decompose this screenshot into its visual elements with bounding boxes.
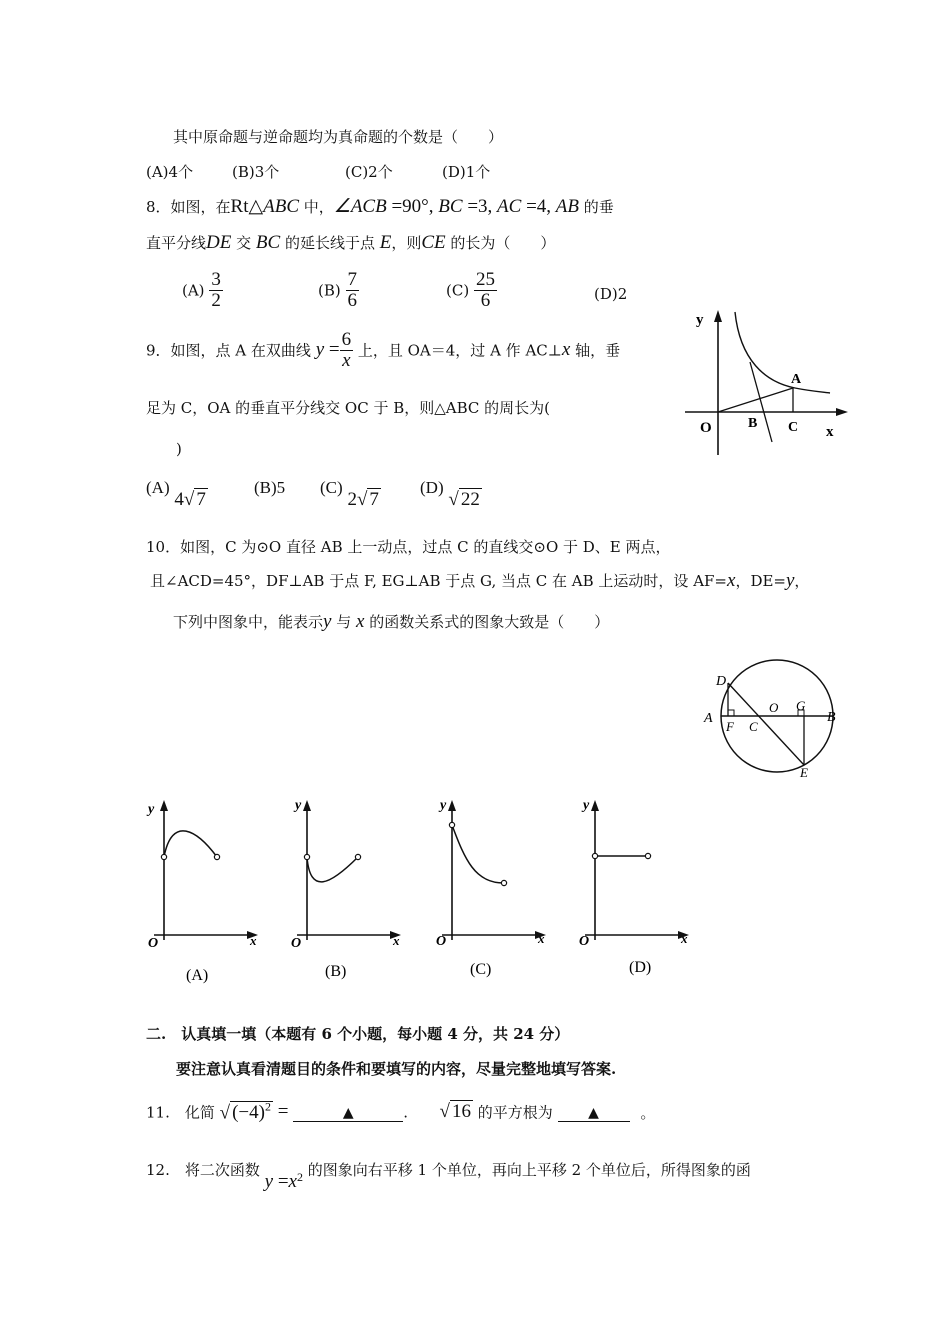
open-endpoint [161, 854, 166, 859]
q9-hyperbola-fraction [340, 330, 354, 371]
y-axis-arrow [714, 310, 722, 322]
q11-sqrt-expression: √ $(-4)^2$ [219, 1100, 271, 1124]
q12-fn-exponent: 2 [296, 1170, 303, 1184]
q9-x: x [561, 339, 571, 361]
q8-tail1: 的垂 [579, 198, 614, 216]
q8-line2c: 的延长线于点 [280, 234, 380, 252]
graph-label-y: y [583, 798, 590, 813]
open-endpoint [645, 853, 650, 858]
q8-line1 [146, 196, 614, 219]
q7-stem: 其中原命题与逆命题均为真命题的个数是（ ） [173, 128, 504, 146]
q8-ce: CE [421, 232, 446, 253]
graph-label-y: y [440, 798, 447, 813]
q8-line2b: 交 [231, 234, 256, 252]
fraction-numerator: 25 [475, 269, 495, 290]
q8-option-a-label: (A) [182, 281, 205, 300]
q8-option-c [446, 270, 497, 311]
q8-angle: ∠ACB [333, 196, 387, 217]
q10-x2: x [356, 611, 365, 632]
q10-line2a: 且∠ACD=45°，DF⊥AB 于点 F, EG⊥AB 于点 G, 当点 C 在 AB 上运动时，设 AF= [150, 572, 727, 590]
q9-option-a-label: (A) [146, 478, 170, 497]
graph-caption-c: (C) [470, 961, 492, 978]
coefficient: 2 [347, 489, 357, 510]
circle-label-c: C [749, 719, 758, 734]
q8-abc: ABC [263, 196, 300, 217]
q10-x: x [727, 570, 736, 591]
q10-line3c: 的函数关系式的图象大致是（ ） [364, 613, 610, 631]
q11-expr: (−4) [232, 1102, 265, 1124]
q8-bc2: BC [255, 232, 281, 253]
q7-option-a: (A)4个 [146, 163, 194, 181]
y-axis-arrow [160, 800, 168, 811]
q10-line2 [150, 570, 809, 593]
fig-label-x: x [826, 424, 834, 440]
fig-label-o: O [700, 420, 712, 436]
q8-option-a-fraction [209, 270, 223, 311]
q11-answer-blank-2[interactable] [558, 1103, 630, 1123]
fraction-denominator: 6 [480, 289, 491, 311]
q8-line2e: 的长为（ ） [445, 234, 556, 252]
fraction-denominator: x [342, 349, 351, 371]
q9-line1c: 轴，垂 [570, 341, 621, 360]
fig-label-y: y [696, 312, 704, 328]
graph-label-x: x [538, 931, 545, 946]
q10-y: y [785, 570, 795, 591]
q11-answer-blank-1[interactable] [293, 1103, 403, 1123]
q11-label: 11. 化简 [146, 1103, 215, 1122]
graph-a-curve [164, 831, 217, 857]
q8-e: E [379, 232, 392, 253]
q8-num: 8．如图，在 [146, 198, 231, 216]
q8-rt: Rt△ [230, 196, 264, 217]
q9-y: y [315, 339, 325, 361]
open-endpoint [304, 854, 309, 859]
circle-label-e: E [800, 765, 808, 780]
radicand: 7 [369, 489, 379, 510]
y-axis-arrow [448, 800, 456, 811]
q11-exponent: 2 [264, 1100, 271, 1114]
q11-equals: = [272, 1101, 289, 1123]
graph-caption-a: (A) [186, 967, 209, 984]
q7-option-c: (C)2个 [345, 163, 393, 181]
q9-option-c-label: (C) [320, 478, 343, 497]
q8-ab: AB [555, 196, 580, 217]
q9-line1b: 上，且 OA＝4，过 A 作 AC⊥ [353, 341, 562, 360]
graph-label-x: x [250, 933, 257, 948]
q8-line2 [146, 232, 555, 255]
q8-option-c-label: (C) [446, 281, 470, 300]
q8-option-b [318, 270, 359, 311]
q8-ac: AC [497, 196, 522, 217]
q11-text2: 的平方根为 [477, 1103, 553, 1122]
q12-line [146, 1158, 751, 1192]
circle-label-o: O [769, 700, 779, 715]
q12-function [264, 1170, 303, 1192]
graph-b-curve [307, 857, 358, 882]
q11-radicand [230, 1101, 273, 1123]
q10-line3a: 下列中图象中，能表示 [173, 613, 324, 631]
fraction-denominator: 2 [211, 289, 221, 311]
q10-line2c: ， [794, 572, 810, 590]
q8-in: 中， [299, 198, 334, 216]
fraction-numerator: 3 [211, 269, 221, 290]
q10-graph-a [142, 795, 267, 990]
q9-option-a [146, 478, 208, 510]
circle-label-b: B [827, 710, 836, 725]
q10-graph-b [285, 795, 410, 990]
right-angle-f [728, 710, 734, 716]
section2-note: 要注意认真看清题目的条件和要填写的内容，尽量完整地填写答案. [176, 1060, 617, 1078]
q9-eq: = [324, 339, 340, 361]
q8-option-c-fraction [474, 270, 497, 311]
q9-line1 [146, 330, 620, 371]
q11-line [146, 1100, 655, 1125]
fraction-numerator: 6 [341, 329, 352, 350]
q9-option-d-value: √ 22 [448, 489, 480, 510]
fig-label-c: C [788, 420, 799, 435]
q10-y2: y [323, 611, 332, 632]
q10-graph-c [430, 795, 555, 990]
q8-de: DE [206, 232, 232, 253]
q7-option-b: (B)3个 [232, 163, 280, 181]
q8-option-a [182, 270, 223, 311]
q10-line2b: ，DE= [735, 572, 786, 590]
graph-label-o: O [148, 936, 159, 951]
graph-caption-d: (D) [629, 959, 652, 976]
open-endpoint [449, 822, 454, 827]
circle-label-a: A [704, 711, 713, 726]
radicand: 7 [196, 489, 206, 510]
q7-option-d: (D)1个 [442, 163, 491, 181]
graph-c-curve [452, 825, 504, 883]
q9-option-d [420, 478, 482, 510]
graph-label-o: O [436, 934, 447, 949]
graph-label-y: y [295, 798, 302, 813]
fig-label-b: B [748, 416, 758, 431]
circle-label-g: G [796, 698, 806, 713]
q12-fn-x: x [288, 1171, 297, 1192]
q10-circle-figure [700, 655, 845, 780]
q12-fn-y: y [264, 1171, 274, 1192]
q9-line1a: 9．如图，点 A 在双曲线 [146, 341, 316, 360]
graph-caption-b: (B) [325, 963, 347, 980]
fraction-denominator: 6 [347, 289, 358, 311]
q9-option-a-value: 4√ 7 [174, 489, 206, 510]
q10-line3 [173, 611, 609, 634]
q11-sqrt16-radicand: 16 [451, 1101, 471, 1123]
q8-option-d: (D)2 [594, 285, 628, 303]
q10-line3b: 与 [331, 613, 356, 631]
q11-sqrt16: √ 16 [439, 1101, 471, 1123]
fig-label-a: A [791, 372, 802, 387]
segment-oa [718, 388, 793, 412]
q9-hyperbola-figure [680, 300, 855, 460]
circle-label-d: D [716, 674, 727, 689]
q8-option-b-fraction [346, 270, 360, 311]
open-endpoint [501, 880, 506, 885]
q8-eq90: =90°, [386, 196, 439, 217]
q9-option-c [320, 478, 381, 510]
q12-text: 的图象向右平移 1 个单位，再向上平移 2 个单位后，所得图象的函 [307, 1161, 751, 1179]
q9-line2: 足为 C，OA 的垂直平分线交 OC 于 B，则△ABC 的周长为( [146, 399, 551, 417]
q12-label: 12. 将二次函数 [146, 1161, 260, 1179]
q8-line2d: ，则 [391, 234, 422, 252]
chord-de [728, 683, 804, 765]
graph-label-o: O [291, 936, 302, 951]
x-axis-arrow [836, 408, 848, 416]
q10-graph-d [573, 795, 698, 990]
radicand: 22 [460, 489, 480, 510]
open-endpoint [355, 854, 360, 859]
triangle-marker-icon: ▲ [588, 1104, 599, 1121]
y-axis-arrow [591, 800, 599, 811]
q8-eq4: =4, [521, 196, 556, 217]
q9-option-d-label: (D) [420, 478, 444, 497]
q10-line1: 10．如图，C 为⊙O 直径 AB 上一动点，过点 C 的直线交⊙O 于 D、E 两点， [146, 538, 671, 556]
q9-line3: ) [176, 440, 182, 458]
graph-label-o: O [579, 934, 590, 949]
triangle-marker-icon: ▲ [342, 1104, 354, 1121]
q8-line2a: 直平分线 [146, 234, 207, 252]
q9-option-b: (B)5 [254, 478, 286, 497]
q9-option-c-value: 2√ 7 [347, 489, 379, 510]
open-endpoint [214, 854, 219, 859]
graph-label-x: x [681, 931, 688, 946]
q8-option-b-label: (B) [318, 281, 341, 300]
section2-title: 二. 认真填一填（本题有 6 个小题，每小题 4 分，共 24 分） [146, 1025, 570, 1043]
graph-label-x: x [393, 933, 400, 948]
q8-bc: BC [438, 196, 463, 217]
q11-end: 。 [640, 1103, 656, 1122]
hyperbola-curve [735, 312, 830, 393]
q12-fn-eq: = [273, 1171, 289, 1192]
q11-period: . [403, 1103, 408, 1122]
y-axis-arrow [303, 800, 311, 811]
coefficient: 4 [174, 489, 184, 510]
fraction-numerator: 7 [347, 269, 358, 290]
q8-eq3: =3, [462, 196, 498, 217]
open-endpoint [592, 853, 597, 858]
graph-label-y: y [148, 802, 155, 817]
circle-label-f: F [726, 719, 734, 734]
